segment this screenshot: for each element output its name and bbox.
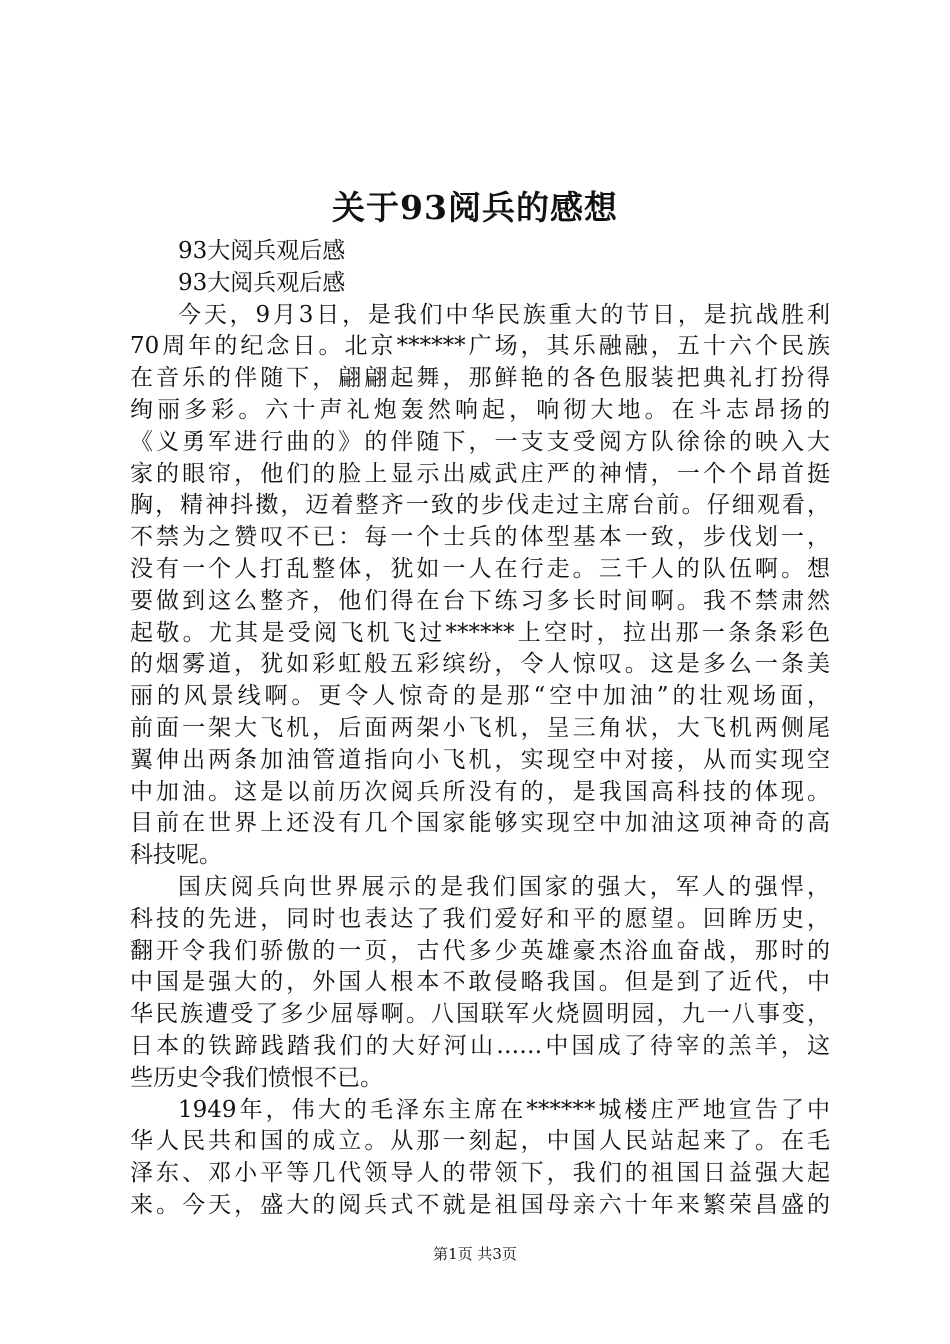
text-line: 中国是强大的，外国人根本不敢侵略我国。但是到了近代，中 — [130, 969, 830, 996]
text-line: 今天，9月3日，是我们中华民族重大的节日，是抗战胜利 — [178, 301, 830, 328]
text-line: 泽东、邓小平等几代领导人的带领下，我们的祖国日益强大起 — [130, 1160, 830, 1187]
text-line: 《义勇军进行曲的》的伴随下，一支支受阅方队徐徐的映入大 — [130, 428, 830, 455]
text-line: 科技的先进，同时也表达了我们爱好和平的愿望。回眸历史， — [130, 905, 830, 932]
text-line: 日本的铁蹄践踏我们的大好河山……中国成了待宰的羔羊，这 — [130, 1032, 830, 1059]
document-title: 关于93阅兵的感想 — [332, 188, 618, 227]
text-line: 翼伸出两条加油管道指向小飞机，实现空中对接，从而实现空 — [130, 746, 830, 773]
text-line: 华民族遭受了多少屈辱啊。八国联军火烧圆明园，九一八事变， — [130, 1001, 830, 1028]
text-line: 科技呢。 — [130, 842, 222, 869]
text-line: 93大阅兵观后感 — [178, 269, 346, 296]
text-line: 目前在世界上还没有几个国家能够实现空中加油这项神奇的高 — [130, 810, 830, 837]
text-line: 的烟雾道，犹如彩虹般五彩缤纷，令人惊叹。这是多么一条美 — [130, 651, 830, 678]
text-line: 70周年的纪念日。北京******广场，其乐融融，五十六个民族 — [130, 333, 830, 360]
text-line: 前面一架大飞机，后面两架小飞机，呈三角状，大飞机两侧尾 — [130, 714, 830, 741]
document-body — [130, 236, 830, 1222]
text-line: 些历史令我们愤恨不已。 — [130, 1064, 383, 1091]
page-footer: 第1页 共3页 — [433, 1245, 517, 1263]
text-line: 家的眼帘，他们的脸上显示出威武庄严的神情，一个个昂首挺 — [130, 460, 830, 487]
text-line: 胸，精神抖擞，迈着整齐一致的步伐走过主席台前。仔细观看， — [130, 492, 830, 519]
text-line: 华人民共和国的成立。从那一刻起，中国人民站起来了。在毛 — [130, 1128, 830, 1155]
text-line: 不禁为之赞叹不已：每一个士兵的体型基本一致，步伐划一， — [130, 524, 830, 551]
text-line: 翻开令我们骄傲的一页，古代多少英雄豪杰浴血奋战，那时的 — [130, 937, 830, 964]
text-line: 没有一个人打乱整体，犹如一人在行走。三千人的队伍啊。想 — [130, 555, 830, 582]
text-line: 中加油。这是以前历次阅兵所没有的，是我国高科技的体现。 — [130, 778, 830, 805]
text-line: 起敬。尤其是受阅飞机飞过******上空时，拉出那一条条彩色 — [130, 619, 830, 646]
text-line: 在音乐的伴随下，翩翩起舞，那鲜艳的各色服装把典礼打扮得 — [130, 365, 830, 392]
text-line: 绚丽多彩。六十声礼炮轰然响起，响彻大地。在斗志昂扬的 — [130, 396, 830, 423]
text-line: 丽的风景线啊。更令人惊奇的是那“空中加油”的壮观场面， — [130, 683, 830, 710]
text-line: 93大阅兵观后感 — [178, 238, 346, 264]
text-line: 国庆阅兵向世界展示的是我们国家的强大，军人的强悍， — [178, 873, 830, 900]
text-line: 来。今天，盛大的阅兵式不就是祖国母亲六十年来繁荣昌盛的 — [130, 1191, 830, 1218]
text-line: 要做到这么整齐，他们得在台下练习多长时间啊。我不禁肃然 — [130, 587, 830, 614]
text-line: 1949年，伟大的毛泽东主席在******城楼庄严地宣告了中 — [178, 1096, 830, 1123]
